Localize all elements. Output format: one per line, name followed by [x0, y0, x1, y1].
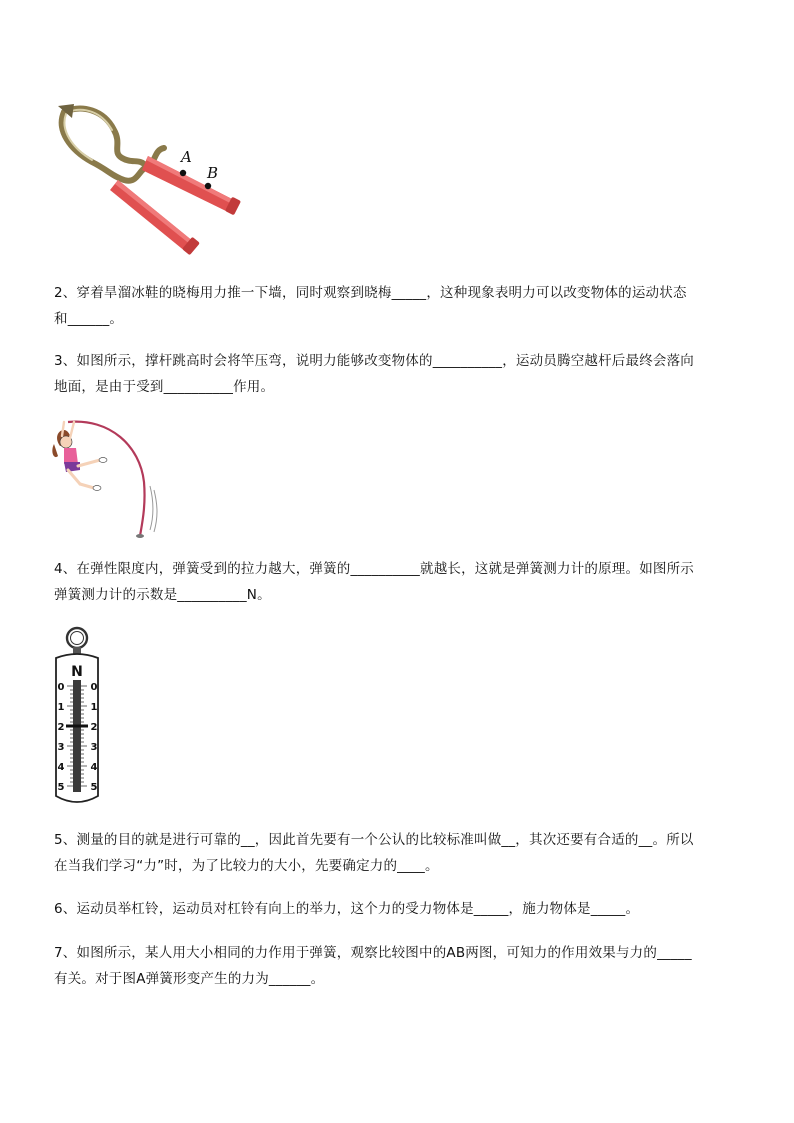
- question-3: [54, 348, 744, 400]
- question-6-line-1: 6、运动员举杠铃，运动员对杠铃有向上的举力，这个力的受力物体是_____，施力物体是_____。: [54, 901, 640, 917]
- right-tick-label-3: 3: [90, 742, 98, 753]
- question-6: [54, 896, 744, 922]
- right-tick-label-1: 1: [90, 702, 98, 713]
- question-7: [54, 940, 744, 992]
- spring-scale-pointer: [66, 725, 88, 728]
- pole-vault-figure: [50, 416, 162, 540]
- left-tick-label-5: 5: [57, 782, 65, 793]
- question-5-line-2: 在当我们学习“力”时，为了比较力的大小，先要确定力的____。: [54, 858, 439, 874]
- question-3-line-2: 地面，是由于受到__________作用。: [54, 379, 275, 395]
- question-7-line-2: 有关。对于图A弹簧形变产生的力为______。: [54, 971, 325, 987]
- left-tick-label-1: 1: [57, 702, 65, 713]
- label-b: B: [207, 164, 219, 182]
- right-tick-label-5: 5: [90, 782, 98, 793]
- question-4-line-2: 弹簧测力计的示数是__________N。: [54, 587, 271, 603]
- question-7-line-1: 7、如图所示，某人用大小相同的力作用于弹簧，观察比较图中的AB两图，可知力的作用效果与力的_____: [54, 945, 692, 961]
- pole-base: [136, 534, 144, 538]
- left-tick-label-4: 4: [57, 762, 65, 773]
- question-3-line-1: 3、如图所示，撑杆跳高时会将竿压弯，说明力能够改变物体的__________，运动员腾空越杆后最终会落向: [54, 353, 694, 369]
- left-tick-label-2: 2: [57, 722, 65, 733]
- left-tick-label-0: 0: [57, 682, 65, 693]
- vaulter-girl: [52, 422, 107, 490]
- spring-scale-slot: [73, 680, 81, 792]
- question-2-line-2: 和______。: [54, 311, 124, 327]
- spring-scale-figure: [50, 624, 112, 810]
- pole-motion-lines: [150, 486, 157, 532]
- right-tick-label-2: 2: [90, 722, 98, 733]
- left-tick-label-3: 3: [57, 742, 65, 753]
- question-5: [54, 827, 744, 879]
- spring-scale-unit-label: N: [71, 664, 83, 680]
- question-4-line-1: 4、在弹性限度内，弹簧受到的拉力越大，弹簧的__________就越长，这就是弹簧测力计的原理。如图所示: [54, 561, 694, 577]
- vault-pole: [68, 422, 145, 536]
- point-a-dot: [180, 170, 186, 176]
- label-a: A: [181, 148, 192, 166]
- right-tick-label-0: 0: [90, 682, 98, 693]
- question-4: [54, 556, 744, 608]
- question-2: [54, 280, 744, 332]
- question-5-line-1: 5、测量的目的就是进行可靠的__，因此首先要有一个公认的比较标准叫做__，其次还要有合适的__。所以: [54, 832, 694, 848]
- pliers-figure: [52, 100, 242, 260]
- right-tick-label-4: 4: [90, 762, 98, 773]
- point-b-dot: [205, 183, 211, 189]
- question-2-line-1: 2、穿着旱溜冰鞋的晓梅用力推一下墙，同时观察到晓梅_____，这种现象表明力可以改变物体的运动状态: [54, 285, 687, 301]
